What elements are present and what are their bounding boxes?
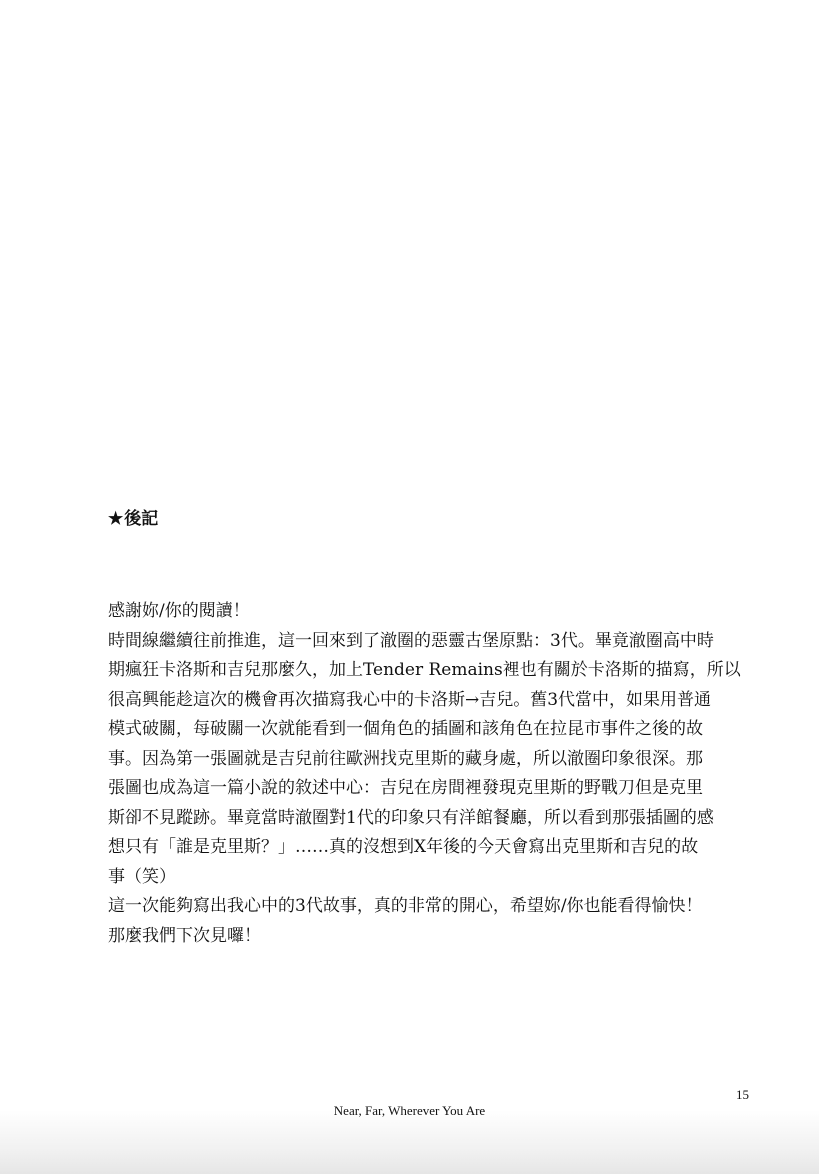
body-line: 想只有「誰是克里斯？」……真的沒想到X年後的今天會寫出克里斯和吉兒的故: [108, 837, 699, 857]
body-line: 期瘋狂卡洛斯和吉兒那麼久，加上Tender Remains裡也有關於卡洛斯的描寫，所以: [108, 660, 741, 680]
footer-book-title: Near, Far, Wherever You Are: [333, 1103, 486, 1118]
body-line: 模式破關，每破關一次就能看到一個角色的插圖和該角色在拉昆市事件之後的故: [108, 719, 703, 739]
body-line: 感謝妳/你的閱讀！: [108, 601, 250, 621]
body-line: 時間線繼續往前推進，這一回來到了澈圈的惡靈古堡原點：3代。畢竟澈圈高中時: [108, 630, 714, 651]
star-icon: ★: [108, 509, 124, 529]
body-line: 事。因為第一張圖就是吉兒前往歐洲找克里斯的藏身處，所以澈圈印象很深。那: [108, 748, 703, 769]
body-line: 很高興能趁這次的機會再次描寫我心中的卡洛斯→吉兒。舊3代當中，如果用普通: [108, 689, 712, 710]
body-line: 張圖也成為這一篇小說的敘述中心：吉兒在房間裡發現克里斯的野戰刀但是克里: [108, 778, 703, 798]
afterword-body: [108, 597, 741, 951]
body-line: 事（笑）: [108, 866, 176, 887]
page-number: 15: [736, 1087, 749, 1102]
body-line: 斯卻不見蹤跡。畢竟當時澈圈對1代的印象只有洋館餐廳，所以看到那張插圖的感: [108, 807, 714, 828]
body-line: 那麼我們下次見囉！: [108, 925, 261, 946]
afterword-heading: [108, 506, 158, 532]
body-line: 這一次能夠寫出我心中的3代故事，真的非常的開心，希望妳/你也能看得愉快！: [108, 896, 703, 916]
afterword-heading-text: 後記: [124, 509, 159, 529]
